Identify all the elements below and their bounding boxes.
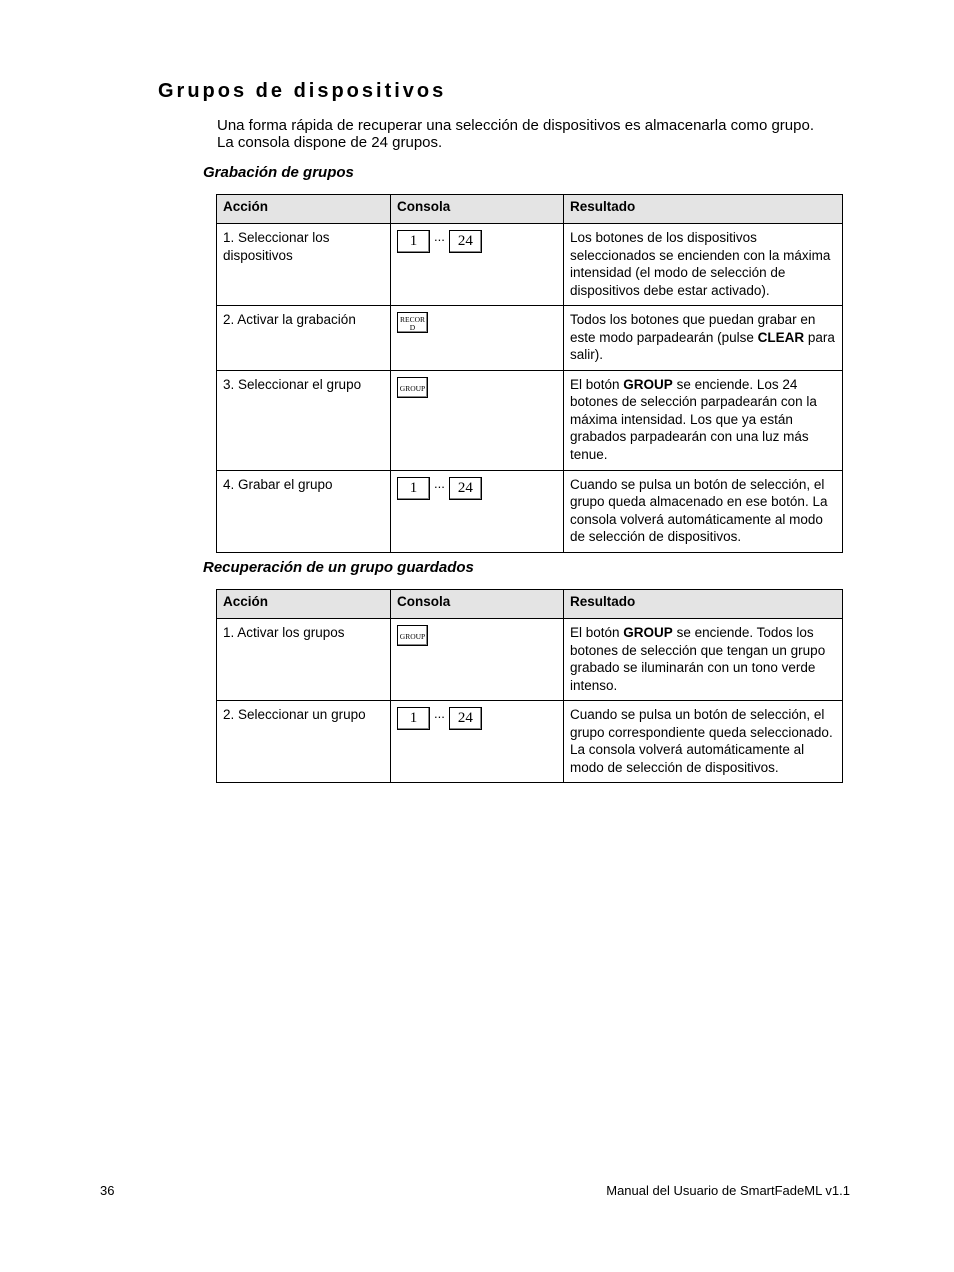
key-24-button: 24 bbox=[449, 230, 482, 253]
console-cell bbox=[391, 370, 564, 470]
console-cell bbox=[391, 224, 564, 306]
key-1-button: 1 bbox=[397, 477, 430, 500]
clear-key-name: CLEAR bbox=[757, 329, 805, 345]
result-cell: Cuando se pulsa un botón de selección, el grupo queda almacenado en ese botón. La consola volverá automáticamente al modo de selección de dispositivos. bbox=[564, 470, 843, 552]
page-number: 36 bbox=[100, 1183, 115, 1198]
result-cell: El botón GROUP se enciende. Los 24 botones de selección parpadearán con la máxima intensidad. Los que ya están grabados parpadearán con una luz más tenue. bbox=[564, 370, 843, 470]
table-row bbox=[217, 224, 843, 306]
group-button-icon: GROUP bbox=[397, 377, 428, 398]
result-cell: Cuando se pulsa un botón de selección, el grupo correspondiente queda seleccionado. La consola volverá automáticamente al modo de selección de dispositivos. bbox=[564, 701, 843, 783]
header-console: Consola bbox=[391, 195, 564, 224]
console-cell bbox=[391, 470, 564, 552]
table-row bbox=[217, 701, 843, 783]
action-cell: 2. Activar la grabación bbox=[217, 306, 391, 371]
result-cell: El botón GROUP se enciende. Todos los botones de selección que tengan un grupo grabado se iluminarán con un tono verde intenso. bbox=[564, 619, 843, 701]
group-key-name: GROUP bbox=[623, 376, 673, 392]
table-row bbox=[217, 306, 843, 371]
table-row bbox=[217, 470, 843, 552]
header-result: Resultado bbox=[564, 195, 843, 224]
ellipsis: ... bbox=[434, 229, 445, 244]
header-console: Consola bbox=[391, 590, 564, 619]
action-cell: 1. Seleccionar los dispositivos bbox=[217, 224, 391, 306]
group-key-name: GROUP bbox=[623, 625, 673, 640]
header-action: Acción bbox=[217, 590, 391, 619]
intro-line-2: La consola dispone de 24 grupos. bbox=[217, 134, 443, 151]
console-cell bbox=[391, 306, 564, 371]
recall-group-table bbox=[216, 589, 843, 783]
action-cell: 1. Activar los grupos bbox=[217, 619, 391, 701]
result-cell: Los botones de los dispositivos seleccionados se encienden con la máxima intensidad (el modo de selección de dispositivos debe estar activado). bbox=[564, 224, 843, 306]
action-cell: 2. Seleccionar un grupo bbox=[217, 701, 391, 783]
result-cell: Todos los botones que puedan grabar en este modo parpadearán (pulse CLEAR para salir). bbox=[564, 306, 843, 371]
key-range bbox=[397, 477, 557, 500]
ellipsis: ... bbox=[434, 706, 445, 721]
intro-paragraph bbox=[217, 117, 867, 151]
intro-line-1: Una forma rápida de recuperar una selección de dispositivos es almacenarla como grupo. bbox=[217, 117, 814, 134]
table-row bbox=[217, 619, 843, 701]
record-button-icon: RECOR D bbox=[397, 312, 428, 333]
header-result: Resultado bbox=[564, 590, 843, 619]
key-1-button: 1 bbox=[397, 707, 430, 730]
recording-groups-table bbox=[216, 194, 843, 553]
key-range bbox=[397, 230, 557, 253]
manual-title: Manual del Usuario de SmartFadeML v1.1 bbox=[606, 1183, 850, 1198]
group-button-icon: GROUP bbox=[397, 625, 428, 646]
console-cell bbox=[391, 619, 564, 701]
table1-subtitle: Grabación de grupos bbox=[203, 164, 354, 181]
key-24-button: 24 bbox=[449, 477, 482, 500]
table-row bbox=[217, 370, 843, 470]
console-cell bbox=[391, 701, 564, 783]
action-cell: 4. Grabar el grupo bbox=[217, 470, 391, 552]
key-24-button: 24 bbox=[449, 707, 482, 730]
table2-subtitle: Recuperación de un grupo guardados bbox=[203, 559, 474, 576]
key-1-button: 1 bbox=[397, 230, 430, 253]
ellipsis: ... bbox=[434, 475, 445, 491]
section-title: Grupos de dispositivos bbox=[158, 80, 447, 102]
table-header-row bbox=[217, 195, 843, 224]
key-range bbox=[397, 707, 557, 730]
action-cell: 3. Seleccionar el grupo bbox=[217, 370, 391, 470]
header-action: Acción bbox=[217, 195, 391, 224]
table-header-row bbox=[217, 590, 843, 619]
